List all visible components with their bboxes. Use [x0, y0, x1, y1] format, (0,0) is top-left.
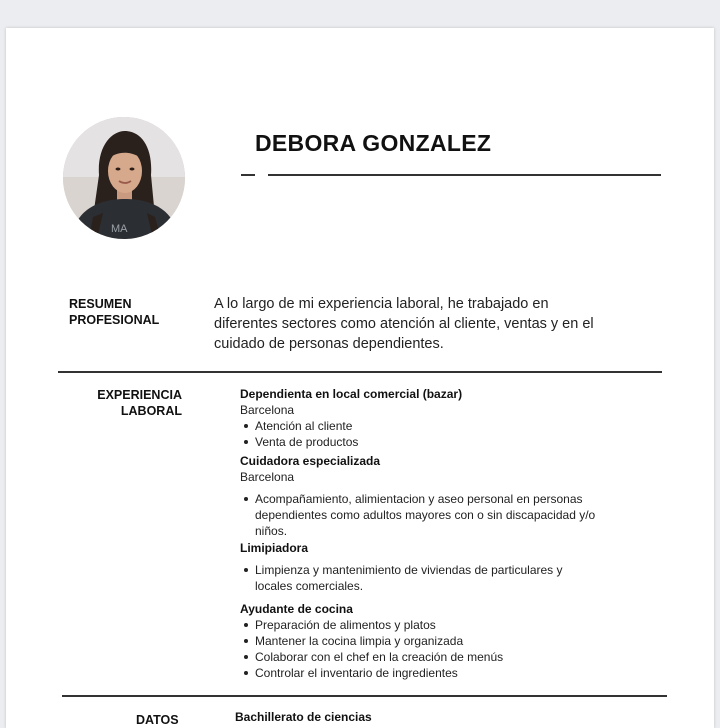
job-entry [240, 386, 600, 450]
job-location: Barcelona [240, 403, 295, 417]
job-title: Limipiadora [240, 541, 309, 555]
duty-item: Venta de productos [240, 434, 600, 450]
job-entry [240, 601, 600, 681]
job-entry [240, 540, 600, 594]
summary-heading-line1: RESUMEN [69, 297, 132, 311]
summary-text: A lo largo de mi experiencia laboral, he trabajado en diferentes sectores como atención al cliente, ventas y en el cuidado de personas dependientes. [214, 296, 594, 352]
education-item: Bachillerato de ciencias [235, 710, 372, 724]
experience-heading [64, 387, 182, 419]
education-heading: DATOS [136, 713, 179, 727]
job-duties [240, 562, 600, 594]
name-underline-long [268, 174, 661, 176]
svg-text:MA: MA [111, 223, 128, 235]
experience-heading-line2: LABORAL [120, 404, 182, 418]
job-title: Dependienta en local comercial (bazar) [240, 387, 463, 401]
section-divider [58, 371, 662, 373]
job-title: Ayudante de cocina [240, 602, 353, 616]
job-duties [240, 418, 600, 450]
duty-item: Colaborar con el chef en la creación de menús [240, 649, 600, 665]
experience-heading-line1: EXPERIENCIA [97, 388, 182, 402]
summary-heading-line2: PROFESIONAL [69, 313, 160, 327]
duty-item: Controlar el inventario de ingredientes [240, 665, 600, 681]
profile-photo-illustration [63, 117, 185, 239]
section-divider [62, 695, 667, 697]
job-title: Cuidadora especializada [240, 454, 381, 468]
resume-page [6, 28, 714, 728]
job-duties [240, 617, 600, 681]
duty-item: Atención al cliente [240, 418, 600, 434]
experience-list [240, 386, 600, 681]
duty-item: Mantener la cocina limpia y organizada [240, 633, 600, 649]
duty-item: Preparación de alimentos y platos [240, 617, 600, 633]
duty-item: Limpienza y mantenimiento de viviendas de particulares y locales comerciales. [240, 562, 600, 594]
candidate-name: DEBORA GONZALEZ [255, 130, 492, 156]
profile-photo [63, 117, 185, 239]
name-underline-short [241, 174, 255, 176]
duty-item: Acompañamiento, alimientacion y aseo personal en personas dependientes como adultos mayores con o sin discapacidad y/o niños. [240, 491, 600, 539]
job-location: Barcelona [240, 470, 295, 484]
job-entry [240, 453, 600, 539]
job-duties [240, 491, 600, 539]
summary-heading [69, 296, 159, 328]
